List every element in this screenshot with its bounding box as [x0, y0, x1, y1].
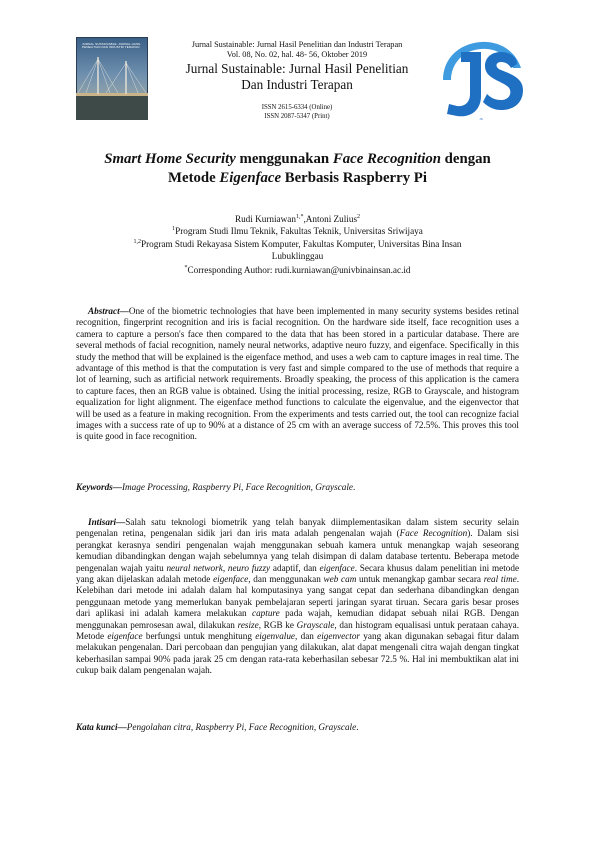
- intisari-term: web cam: [323, 574, 357, 585]
- affiliation-1-text: Program Studi Ilmu Teknik, Fakultas Teknik, Universitas Sriwijaya: [175, 226, 423, 236]
- abstract-label: Abstract: [88, 306, 120, 316]
- title-line-1: [60, 150, 535, 169]
- intisari-text: Salah satu teknologi biometrik yang telah banyak diimplementasikan dalam sistem security selain pengenalan retina, pengenalan sidik jari dan iris mata adalah pengenalan wajah (: [76, 517, 519, 539]
- intisari-text: . Kelebihan dari metode ini adalah dalam hal komputasinya yang sangat cepat dan sederhana dibandingkan dengan penggunaan metode yang memerlukan banyak pembelajaran seperti jaringan syarat tiruan. Secara garis besar proses dari aplikasi ini adalah kamera melakukan: [76, 574, 519, 619]
- author-names: [60, 214, 535, 225]
- intisari-term: capture: [252, 608, 280, 619]
- author-1: Rudi Kurniawan: [234, 214, 296, 224]
- intisari-text: , dan: [295, 631, 318, 642]
- intisari-text: adaptif, dan: [270, 562, 320, 573]
- intisari-text: berfungsi untuk menghitung: [142, 631, 256, 642]
- journal-name: [158, 61, 436, 93]
- intisari-text: ,: [222, 562, 228, 573]
- corresponding-sup: *: [184, 265, 188, 271]
- title-part: Eigenface: [219, 170, 282, 186]
- cover-title: JURNAL SUSTAINABLE: JURNAL HASIL PENELITIAN DAN INDUSTRI TERAPAN: [82, 42, 141, 50]
- affiliation-2: [60, 239, 535, 250]
- abstract: [76, 306, 519, 443]
- author-1-sup: 1,*: [295, 214, 304, 220]
- intisari-term: resize: [237, 619, 259, 630]
- intisari-text: , dan menggunakan: [248, 574, 324, 585]
- keywords-label: Keywords: [76, 482, 113, 492]
- affiliation-1: [60, 226, 535, 237]
- intisari-term: eigenvector: [317, 631, 361, 642]
- keywords-text: Image Processing, Raspberry Pi, Face Recognition, Grayscale: [121, 482, 354, 492]
- intisari-term: eigenface: [319, 562, 355, 573]
- intisari-term: eigenvalue: [255, 631, 296, 642]
- volume-line: Vol. 08, No. 02, hal. 48- 56, Oktober 2019: [226, 50, 368, 59]
- intisari-term: Grayscale: [296, 619, 335, 630]
- author-2-sup: 2: [357, 214, 361, 220]
- issn-online: ISSN 2615-6334 (Online): [261, 104, 333, 111]
- intisari-text: untuk menangkap gambar secara: [356, 574, 484, 585]
- kata-kunci-label: Kata kunci: [76, 722, 118, 732]
- intisari-text: . Secara khusus dalam penelitian ini metode yang akan dijelaskan adalah metode: [76, 562, 520, 585]
- intisari-text: yang akan digunakan sebagai fitur dalam melakukan pengenalan. Dari percobaan dan pengujian yang dilakukan, alat dapat mengenali citra wajah dengan tingkat keberhasilan sampai 90% pada jarak 25 cm dengan rata-rata keberhasilan sebesar 72.5 %. Hal ini membuktikan alat ini cukup baik dalam pengenalan wajah.: [76, 631, 519, 676]
- title-part: Face Recognition: [332, 151, 441, 167]
- abstract-text: One of the biometric technologies that have been implemented in many security systems besides retinal recognition, fingerprint recognition and iris is facial recognition. On the hardware side itself, face recognition uses a camera to capture a person's face then compared to the data that has been stored in a particular database. There are several methods of facial recognition, namely neural networks, adaptive neuro fuzzy, and eigenface. Specifically in this study the method that will be explained is the eigenface method, and uses a web cam to capture images in real time. The advantage of this method is that the computation is very fast and simple compared to the use of methods that require a lot of learning, such as artificial network requirements. Broadly speaking, the process of this application is the camera to capture faces, then an RGB value is obtained. Using the initial processing, resize, RGB to Grayscale, and histogram equalization for light alignment. The eigenface method functions to calculate the eigenvalue, and the eigenvector that will be used as a feature in making recognition. From the experiments and tests carried out, the tool can recognize facial images with a success rate of up to 90% at a distance of 25 cm with an average success of 72.5%. This proves this tool is quite good in face recognition.: [76, 306, 519, 442]
- affiliation-1-sup: 1: [172, 226, 176, 232]
- kata-kunci-end: .: [356, 722, 359, 732]
- title-part: Metode: [168, 170, 220, 186]
- intisari-text: , dan histogram equalisasi untuk perataan cahaya. Metode: [76, 619, 520, 642]
- corresponding-author: [60, 265, 535, 276]
- journal-logo: [437, 38, 525, 122]
- journal-cover-image: [76, 37, 148, 120]
- keywords-end: .: [353, 482, 356, 492]
- title-part: menggunakan: [235, 151, 333, 167]
- issn-print: ISSN 2087-5347 (Print): [264, 113, 330, 120]
- intisari-text: , RGB ke: [258, 619, 297, 630]
- journal-name-line-1: Jurnal Sustainable: Jurnal Hasil Penelitian: [185, 61, 409, 76]
- intisari-term: eigenface: [213, 574, 249, 585]
- journal-header-line: Jurnal Sustainable: Jurnal Hasil Penelitian dan Industri Terapan: [191, 40, 403, 49]
- intisari: [76, 517, 519, 677]
- abstract-dash: —: [119, 306, 129, 316]
- affiliation-2-city: Lubuklinggau: [271, 251, 324, 261]
- intisari-term: eigenface: [107, 631, 143, 642]
- title-part: Smart Home Security: [104, 151, 236, 167]
- intisari-term: neural network: [166, 562, 223, 573]
- intisari-dash: —: [116, 517, 126, 527]
- intisari-text: ). Dalam sisi perangkat kerasnya sendiri pengenalan wajah menggunakan sebuah kamera untuk menangkap wajah seseorang kemudian dibandingkan dengan wajah sebelumnya yang telah disimpan di dalam database tertentu. Beberapa metode pengenalan wajah yaitu: [76, 528, 519, 573]
- keywords-en: [76, 482, 519, 493]
- intisari-term: neuro fuzzy: [227, 562, 271, 573]
- affiliation-2-sup: 1,2: [133, 239, 141, 245]
- affiliation-2-text: Program Studi Rekayasa Sistem Komputer, Fakultas Komputer, Universitas Bina Insan: [140, 239, 462, 249]
- corresponding-email: Corresponding Author: rudi.kurniawan@univbinainsan.ac.id: [187, 265, 411, 275]
- logo-letters: JS: [479, 117, 483, 121]
- paper-title: [60, 150, 535, 188]
- intisari-label: Intisari: [88, 517, 117, 527]
- intisari-text: pada wajah, kemudian didapat sebuah nilai RGB. Dengan menggunakan pemrosesan awal, dilakukan: [76, 608, 520, 630]
- intisari-term: real time: [483, 574, 517, 585]
- title-part: Berbasis Raspberry Pi: [281, 170, 427, 186]
- kata-kunci-dash: —: [117, 722, 127, 732]
- journal-name-line-2: Dan Industri Terapan: [241, 77, 353, 92]
- keywords-dash: —: [112, 482, 122, 492]
- title-line-2: [60, 169, 535, 188]
- kata-kunci-text: Pengolahan citra, Raspberry Pi, Face Recognition, Grayscale: [126, 722, 357, 732]
- keywords-id: [76, 722, 519, 733]
- intisari-term: Face Recognition: [399, 528, 468, 539]
- author-2: ,Antoni Zulius: [303, 214, 358, 224]
- title-part: dengan: [440, 151, 491, 167]
